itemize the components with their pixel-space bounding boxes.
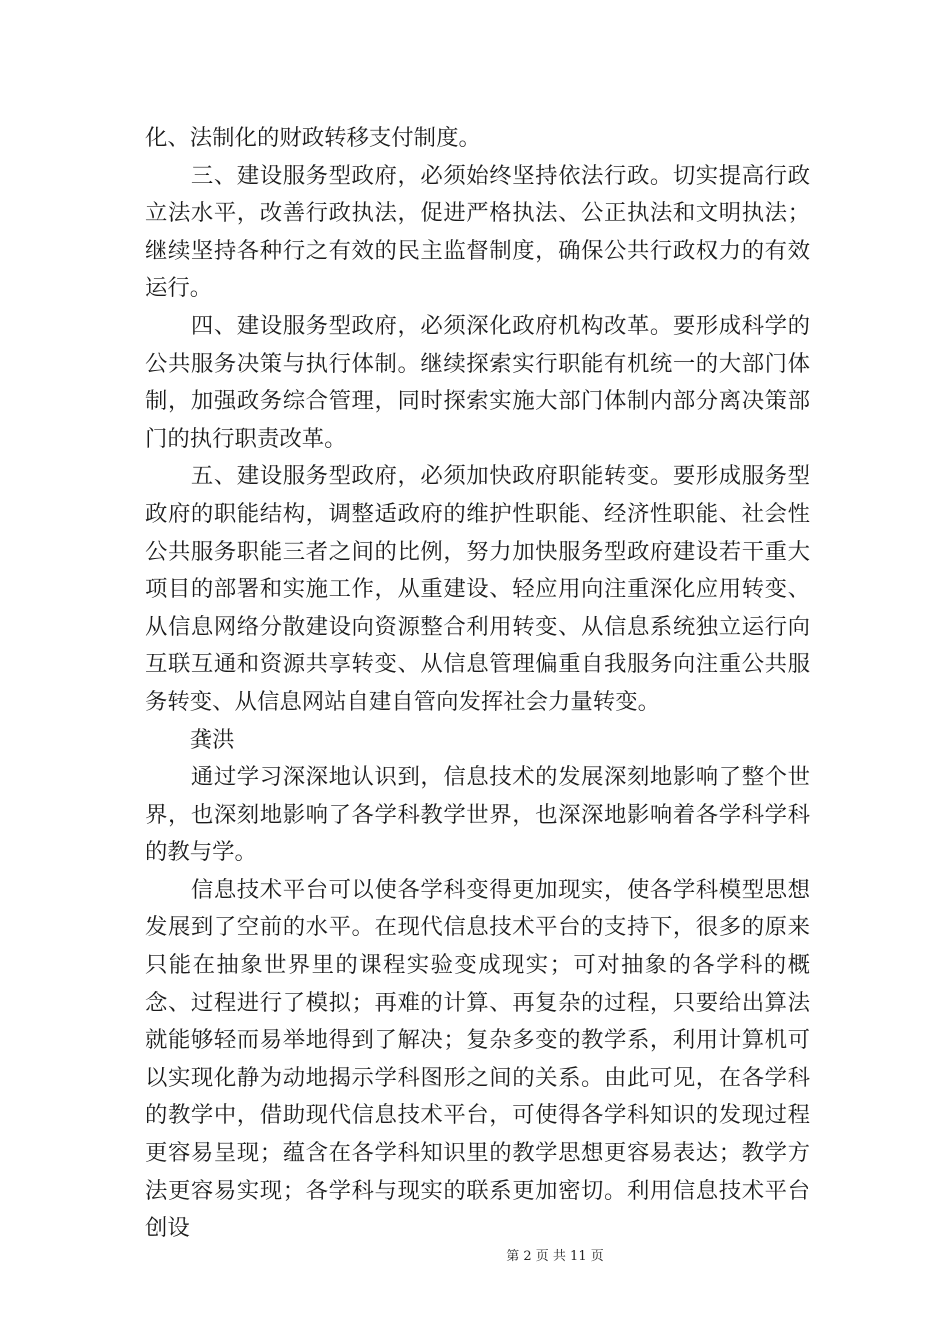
paragraph: 五、建设服务型政府，必须加快政府职能转变。要形成服务型政府的职能结构，调整适政府的维护性职能、经济性职能、社会性公共服务职能三者之间的比例，努力加快服务型政府建设若干重大项目的部署和实施工作，从重建设、轻应用向注重深化应用转变、从信息网络分散建设向资源整合利用转变、从信息系统独立运行向互联互通和资源共享转变、从信息管理偏重自我服务向注重公共服务转变、从信息网站自建自管向发挥社会力量转变。 <box>145 463 810 715</box>
author-line: 龚洪 <box>145 726 235 753</box>
paragraph: 通过学习深深地认识到，信息技术的发展深刻地影响了整个世界，也深刻地影响了各学科教学世界，也深深地影响着各学科学科的教与学。 <box>145 764 810 866</box>
paragraph: 四、建设服务型政府，必须深化政府机构改革。要形成科学的公共服务决策与执行体制。继续探索实行职能有机统一的大部门体制，加强政务综合管理，同时探索实施大部门体制内部分离决策部门的执行职责改革。 <box>145 312 810 452</box>
paragraph: 化、法制化的财政转移支付制度。 <box>145 125 481 151</box>
paragraph: 三、建设服务型政府，必须始终坚持依法行政。切实提高行政立法水平，改善行政执法，促进严格执法、公正执法和文明执法；继续坚持各种行之有效的民主监督制度，确保公共行政权力的有效运行。 <box>145 162 810 302</box>
document-body <box>145 120 810 1248</box>
paragraph: 信息技术平台可以使各学科变得更加现实，使各学科模型思想发展到了空前的水平。在现代信息技术平台的支持下，很多的原来只能在抽象世界里的课程实验变成现实；可对抽象的各学科的概念、过程进行了模拟；再难的计算、再复杂的过程，只要给出算法就能够轻而易举地得到了解决；复杂多变的教学系，利用计算机可以实现化静为动地揭示学科图形之间的关系。由此可见，在各学科的教学中，借助现代信息技术平台，可使得各学科知识的发现过程更容易呈现；蕴含在各学科知识里的教学思想更容易表达；教学方法更容易实现；各学科与现实的联系更加密切。利用信息技术平台创设 <box>145 876 810 1242</box>
page-number-label: 第 2 页 共 11 页 <box>506 1249 604 1264</box>
page-footer <box>0 1245 950 1264</box>
